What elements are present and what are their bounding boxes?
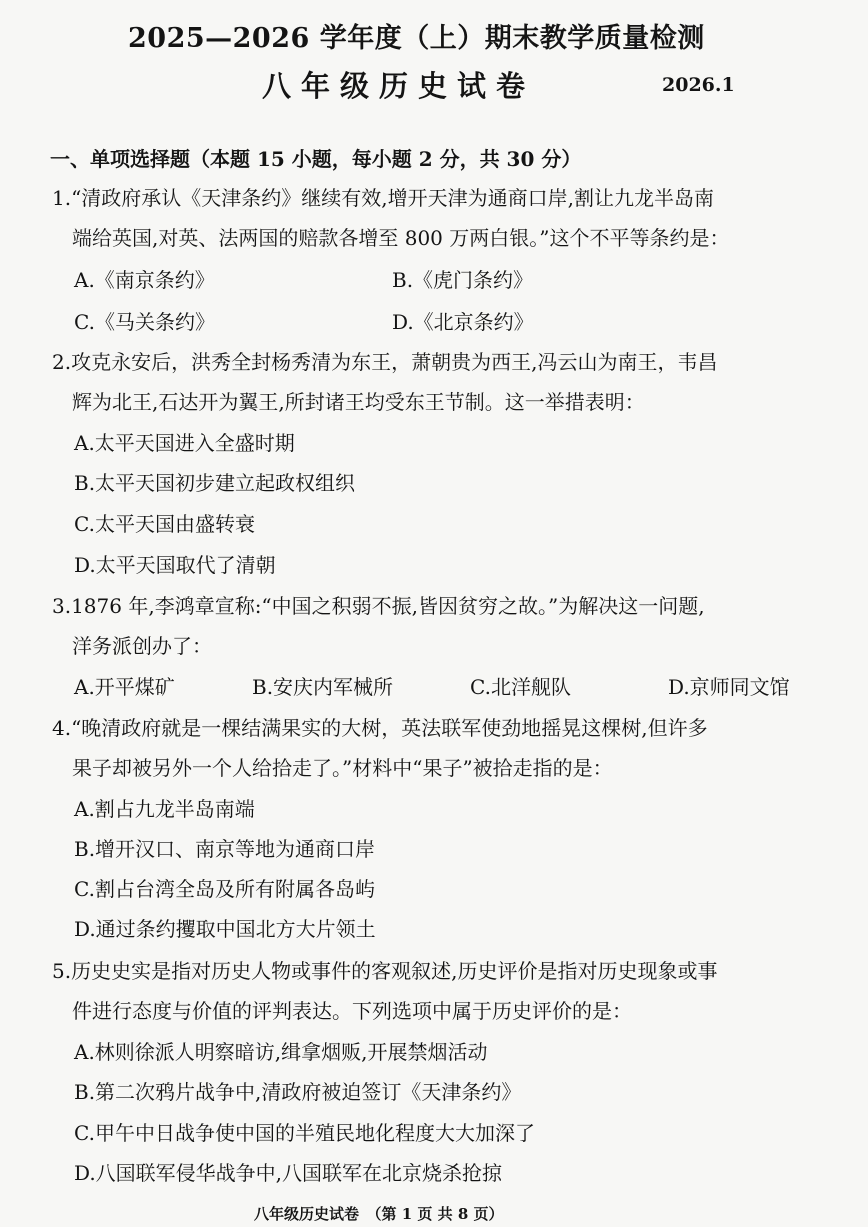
- question-stem-line: 4.“晚清政府就是一棵结满果实的大树，英法联军使劲地摇晃这棵树,但许多: [52, 716, 708, 740]
- exam-date: 2026.1: [662, 74, 735, 96]
- section-heading: 一、单项选择题（本题 15 小题，每小题 2 分，共 30 分）: [50, 147, 582, 171]
- option-c: C.甲午中日战争使中国的半殖民地化程度大大加深了: [74, 1121, 535, 1145]
- question-stem-line: 2.攻克永安后，洪秀全封杨秀清为东王，萧朝贵为西王,冯云山为南王，韦昌: [52, 350, 718, 374]
- option-a: A.林则徐派人明察暗访,缉拿烟贩,开展禁烟活动: [74, 1040, 488, 1064]
- option-b: B.《虎门条约》: [392, 268, 534, 292]
- option-b: B.安庆内军械所: [252, 675, 394, 699]
- page-footer: 八年级历史试卷 （第 1 页 共 8 页）: [254, 1205, 504, 1223]
- option-d: D.通过条约攫取中国北方大片领土: [74, 917, 376, 941]
- option-d: D.太平天国取代了清朝: [74, 553, 276, 577]
- option-a: A.太平天国进入全盛时期: [74, 431, 295, 455]
- question-stem-line: 端给英国,对英、法两国的赔款各增至 800 万两白银。”这个不平等条约是：: [72, 226, 730, 250]
- option-a: A.《南京条约》: [74, 268, 215, 292]
- exam-title: 2025—2026 学年度（上）期末教学质量检测: [128, 23, 705, 54]
- question-stem-line: 辉为北王,石达开为翼王,所封诸王均受东王节制。这一举措表明：: [72, 390, 645, 414]
- option-d: D.京师同文馆: [668, 675, 790, 699]
- option-b: B.第二次鸦片战争中,清政府被迫签订《天津条约》: [74, 1080, 522, 1104]
- question-stem-line: 5.历史史实是指对历史人物或事件的客观叙述,历史评价是指对历史现象或事: [52, 959, 718, 983]
- question-stem-line: 件进行态度与价值的评判表达。下列选项中属于历史评价的是：: [72, 999, 632, 1023]
- option-c: C.北洋舰队: [470, 675, 571, 699]
- option-d: D.八国联军侵华战争中,八国联军在北京烧杀抢掠: [74, 1161, 503, 1185]
- option-a: A.开平煤矿: [74, 675, 175, 699]
- question-stem-line: 果子却被另外一个人给拾走了。”材料中“果子”被拾走指的是：: [72, 756, 613, 780]
- option-b: B.增开汉口、南京等地为通商口岸: [74, 837, 376, 861]
- option-d: D.《北京条约》: [392, 310, 534, 334]
- question-stem-line: 洋务派创办了：: [72, 634, 212, 658]
- option-b: B.太平天国初步建立起政权组织: [74, 471, 356, 495]
- question-stem-line: 3.1876 年,李鸿章宣称:“中国之积弱不振,皆因贫穷之故。”为解决这一问题,: [52, 594, 705, 618]
- option-a: A.割占九龙半岛南端: [74, 797, 255, 821]
- exam-subtitle: 八年级历史试卷: [262, 69, 536, 103]
- option-c: C.太平天国由盛转衰: [74, 512, 255, 536]
- option-c: C.割占台湾全岛及所有附属各岛屿: [74, 877, 375, 901]
- question-stem-line: 1.“清政府承认《天津条约》继续有效,增开天津为通商口岸,割让九龙半岛南: [52, 186, 715, 210]
- option-c: C.《马关条约》: [74, 310, 215, 334]
